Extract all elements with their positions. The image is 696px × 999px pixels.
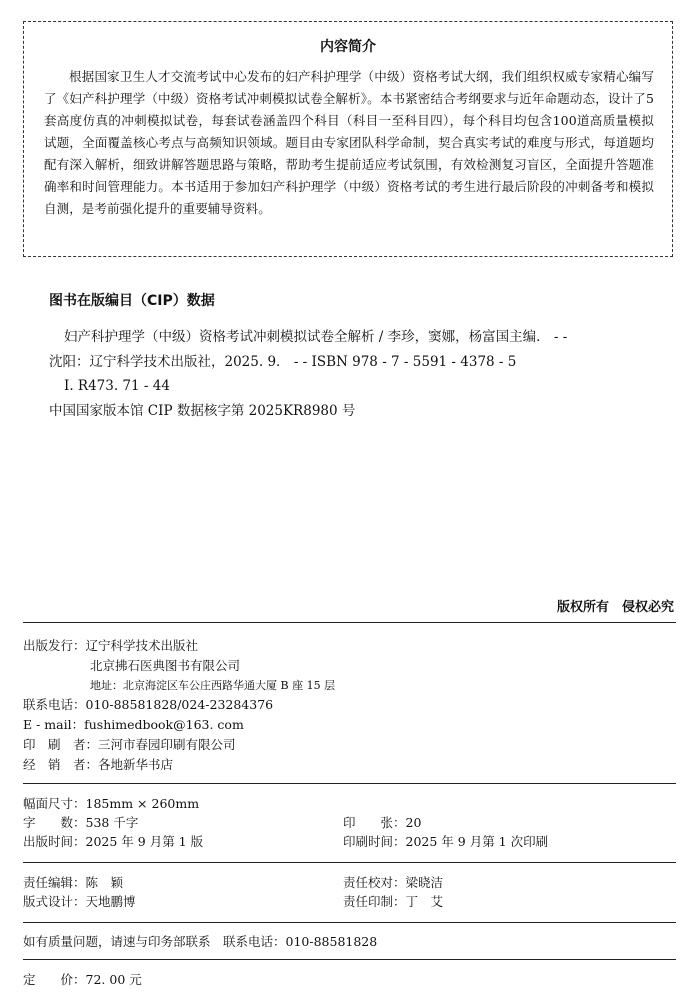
editor-value: 陈 颖: [85, 875, 124, 890]
cip-heading: 图书在版编目（CIP）数据: [49, 293, 215, 309]
phone-row: [23, 697, 273, 713]
co-publisher: 北京拂石医典图书有限公司: [90, 658, 241, 673]
divider: [23, 622, 676, 623]
cip-line-1: 妇产科护理学（中级）资格考试冲刺模拟试卷全解析 / 李珍，窦娜，杨富国主编． - -: [64, 329, 568, 345]
intro-body: 根据国家卫生人才交流考试中心发布的妇产科护理学（中级）资格考试大纲，我们组织权威专家精心编写了《妇产科护理学（中级）资格考试冲刺模拟试卷全解析》。本书紧密结合考纲要求与近年命题动态，设计了5套高度仿真的冲刺模拟试卷，每套试卷涵盖四个科目（科目一至科目四），每个科目均包含100道高质量模拟试题，全面覆盖核心考点与高频知识领域。题目由专家团队科学命制，契合真实考试的难度与形式，每道题均配有深入解析，细致讲解答题思路与策略，帮助考生提前适应考试氛围，有效检测复习盲区，全面提升答题准确率和时间管理能力。本书适用于参加妇产科护理学（中级）资格考试的考生进行最后阶段的冲刺备考和模拟自测，是考前强化提升的重要辅导资料。: [44, 69, 654, 216]
size-value: 185mm × 260mm: [85, 796, 200, 811]
divider: [23, 862, 676, 863]
proof-row: [343, 875, 443, 891]
words-row: [23, 815, 138, 831]
printtime-label: 印刷时间：: [343, 834, 406, 849]
proof-label: 责任校对：: [343, 875, 406, 890]
proof-value: 梁晓洁: [405, 875, 444, 890]
divider: [23, 959, 676, 960]
publisher-address: 地址：北京海淀区车公庄西路华通大厦 B 座 15 层: [90, 679, 336, 692]
distributor-value: 各地新华书店: [98, 757, 174, 772]
sheets-label: 印 张：: [343, 815, 406, 830]
design-label: 版式设计：: [23, 894, 86, 909]
printtime-row: [343, 834, 548, 850]
design-value: 天地鹏博: [85, 894, 136, 909]
editor-row: [23, 875, 123, 891]
publisher-label: 出版发行：: [23, 638, 86, 653]
size-row: [23, 796, 199, 812]
pubtime-value: 2025 年 9 月第 1 版: [85, 834, 204, 849]
printer-row: [23, 737, 236, 753]
printing-value: 丁 艾: [405, 894, 444, 909]
editor-label: 责任编辑：: [23, 875, 86, 890]
intro-title: 内容简介: [320, 39, 376, 55]
phone-value: 010-88581828/024-23284376: [85, 697, 274, 712]
divider: [23, 783, 676, 784]
printer-label: 印 刷 者：: [23, 737, 99, 752]
intro-box: [23, 21, 673, 257]
cip-line-4: 中国国家版本馆 CIP 数据核字第 2025KR8980 号: [49, 403, 356, 419]
email-row: [23, 717, 244, 733]
printing-label: 责任印制：: [343, 894, 406, 909]
rights-notice: 版权所有 侵权必究: [556, 600, 674, 615]
cip-line-3: Ⅰ. R473. 71 - 44: [64, 378, 170, 394]
price-label: 定 价：: [23, 972, 86, 987]
email-value: fushimedbook@163. com: [84, 717, 244, 732]
words-label: 字 数：: [23, 815, 86, 830]
phone-label: 联系电话：: [23, 697, 86, 712]
divider: [23, 922, 676, 923]
pubtime-label: 出版时间：: [23, 834, 86, 849]
words-value: 538 千字: [85, 815, 139, 830]
pubtime-row: [23, 834, 203, 850]
quality-notice: 如有质量问题，请速与印务部联系 联系电话：010-88581828: [23, 934, 378, 949]
price-value: 72. 00 元: [85, 972, 142, 987]
cip-line-2: 沈阳：辽宁科学技术出版社，2025. 9． - - ISBN 978 - 7 - 5591 - 4378 - 5: [49, 354, 517, 370]
printtime-value: 2025 年 9 月第 1 次印刷: [405, 834, 549, 849]
sheets-value: 20: [405, 815, 422, 830]
email-label: E - mail：: [23, 717, 85, 732]
distributor-row: [23, 757, 173, 773]
price-row: [23, 972, 142, 988]
printing-row: [343, 894, 443, 910]
printer-value: 三河市春园印刷有限公司: [98, 737, 236, 752]
size-label: 幅面尺寸：: [23, 796, 86, 811]
publisher-name: 辽宁科学技术出版社: [85, 638, 199, 653]
sheets-row: [343, 815, 421, 831]
publisher-row: [23, 638, 198, 654]
design-row: [23, 894, 136, 910]
distributor-label: 经 销 者：: [23, 757, 99, 772]
